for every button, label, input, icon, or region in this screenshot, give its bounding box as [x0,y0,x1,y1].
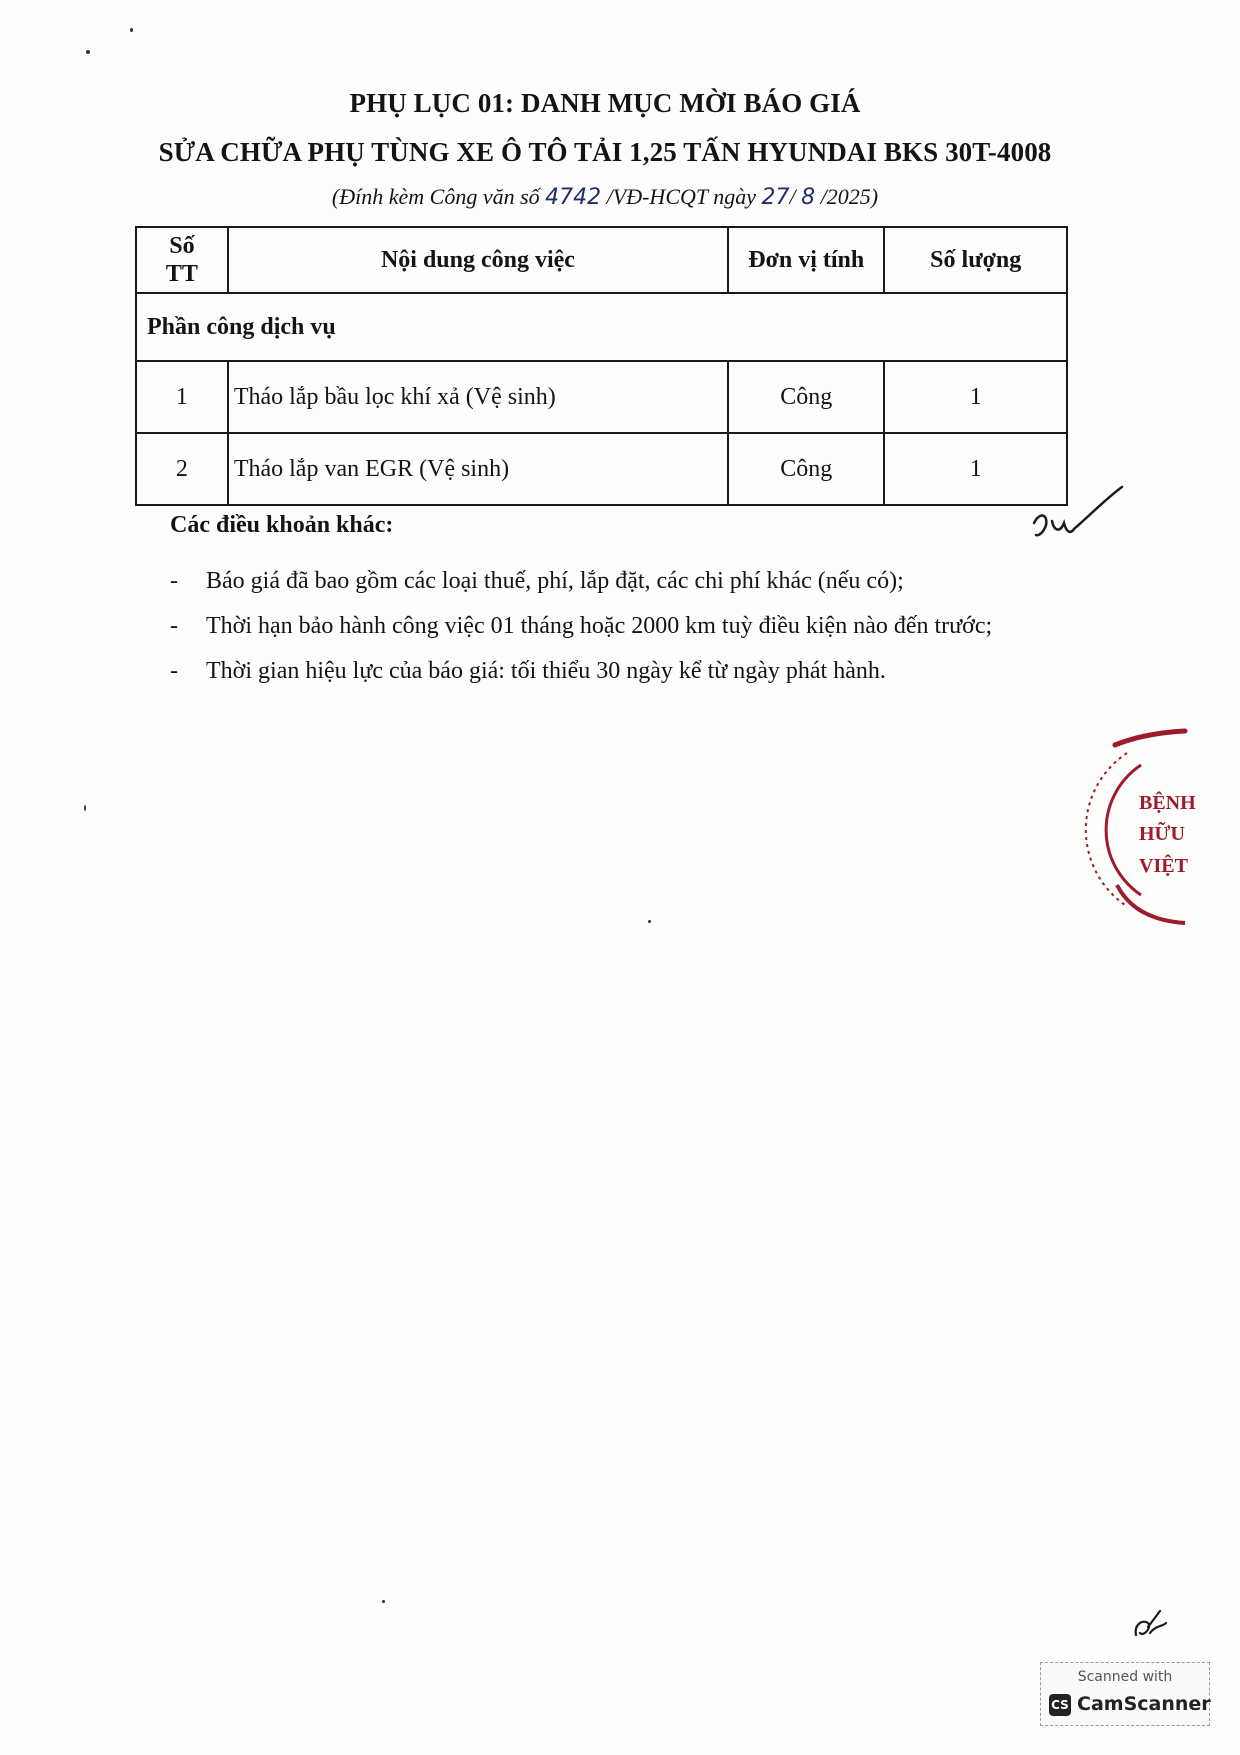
stamp-line-3: VIỆT [1139,855,1188,877]
table-row [136,361,1067,433]
header-qty: Số lượng [884,227,1067,293]
handwritten-month: 8 [801,185,816,210]
red-seal-stamp [1105,725,1196,925]
bullet-dash: - [170,568,178,594]
scanned-with-text: Scanned with [1077,1669,1173,1685]
handwritten-initials-bottom [1130,1605,1170,1645]
header-stt-label: Số TT [165,233,198,287]
list-item [170,566,992,611]
table-row [136,433,1067,505]
cell-stt: 1 [136,361,228,433]
cell-unit: Công [728,433,884,505]
section-row [136,293,1067,361]
reference-mid: /VĐ-HCQT ngày [601,184,762,209]
stamp-line-1: BỆNH [1139,792,1196,814]
camscanner-brand: CamScanner [1077,1693,1211,1715]
camscanner-logo-icon: CS [1049,1694,1071,1716]
list-item [170,656,992,701]
bullet-dash: - [170,613,178,639]
handwritten-initials-mark [1030,485,1125,555]
camscanner-badge [1040,1662,1210,1726]
quotation-items-table [135,226,1068,506]
handwritten-doc-number: 4742 [545,185,602,210]
cell-qty: 1 [884,433,1067,505]
terms-list [170,566,992,701]
bullet-dash: - [170,658,178,684]
cell-content: Tháo lắp van EGR (Vệ sinh) [228,433,728,505]
scan-speck [130,28,133,32]
header-unit: Đơn vị tính [728,227,884,293]
reference-suffix: /2025) [815,184,879,209]
term-text: Báo giá đã bao gồm các loại thuế, phí, lắp đặt, các chi phí khác (nếu có); [206,568,904,594]
document-title: PHỤ LỤC 01: DANH MỤC MỜI BÁO GIÁ [349,88,861,118]
reference-prefix: (Đính kèm Công văn số [331,184,546,209]
cell-content: Tháo lắp bầu lọc khí xả (Vệ sinh) [228,361,728,433]
cell-unit: Công [728,361,884,433]
scan-speck [648,920,651,923]
date-separator: / [789,184,802,209]
terms-heading: Các điều khoản khác: [170,512,394,538]
term-text: Thời hạn bảo hành công việc 01 tháng hoặc 2000 km tuỳ điều kiện nào đến trước; [206,613,993,639]
header-stt [136,227,228,293]
table-header-row [136,227,1067,293]
document-subtitle-vehicle: SỬA CHỮA PHỤ TÙNG XE Ô TÔ TẢI 1,25 TẤN HYUNDAI BKS 30T-4008 [158,137,1052,167]
cell-qty: 1 [884,361,1067,433]
handwritten-day: 27 [761,185,790,210]
cell-stt: 2 [136,433,228,505]
scan-speck [84,805,86,811]
term-text: Thời gian hiệu lực của báo giá: tối thiểu 30 ngày kể từ ngày phát hành. [206,658,886,684]
list-item [170,611,992,656]
scan-speck [86,50,90,54]
scan-speck [382,1600,385,1603]
attachment-reference [55,184,1155,210]
section-label: Phần công dịch vụ [136,293,1067,361]
stamp-line-2: HỮU [1139,823,1185,845]
header-content: Nội dung công việc [228,227,728,293]
